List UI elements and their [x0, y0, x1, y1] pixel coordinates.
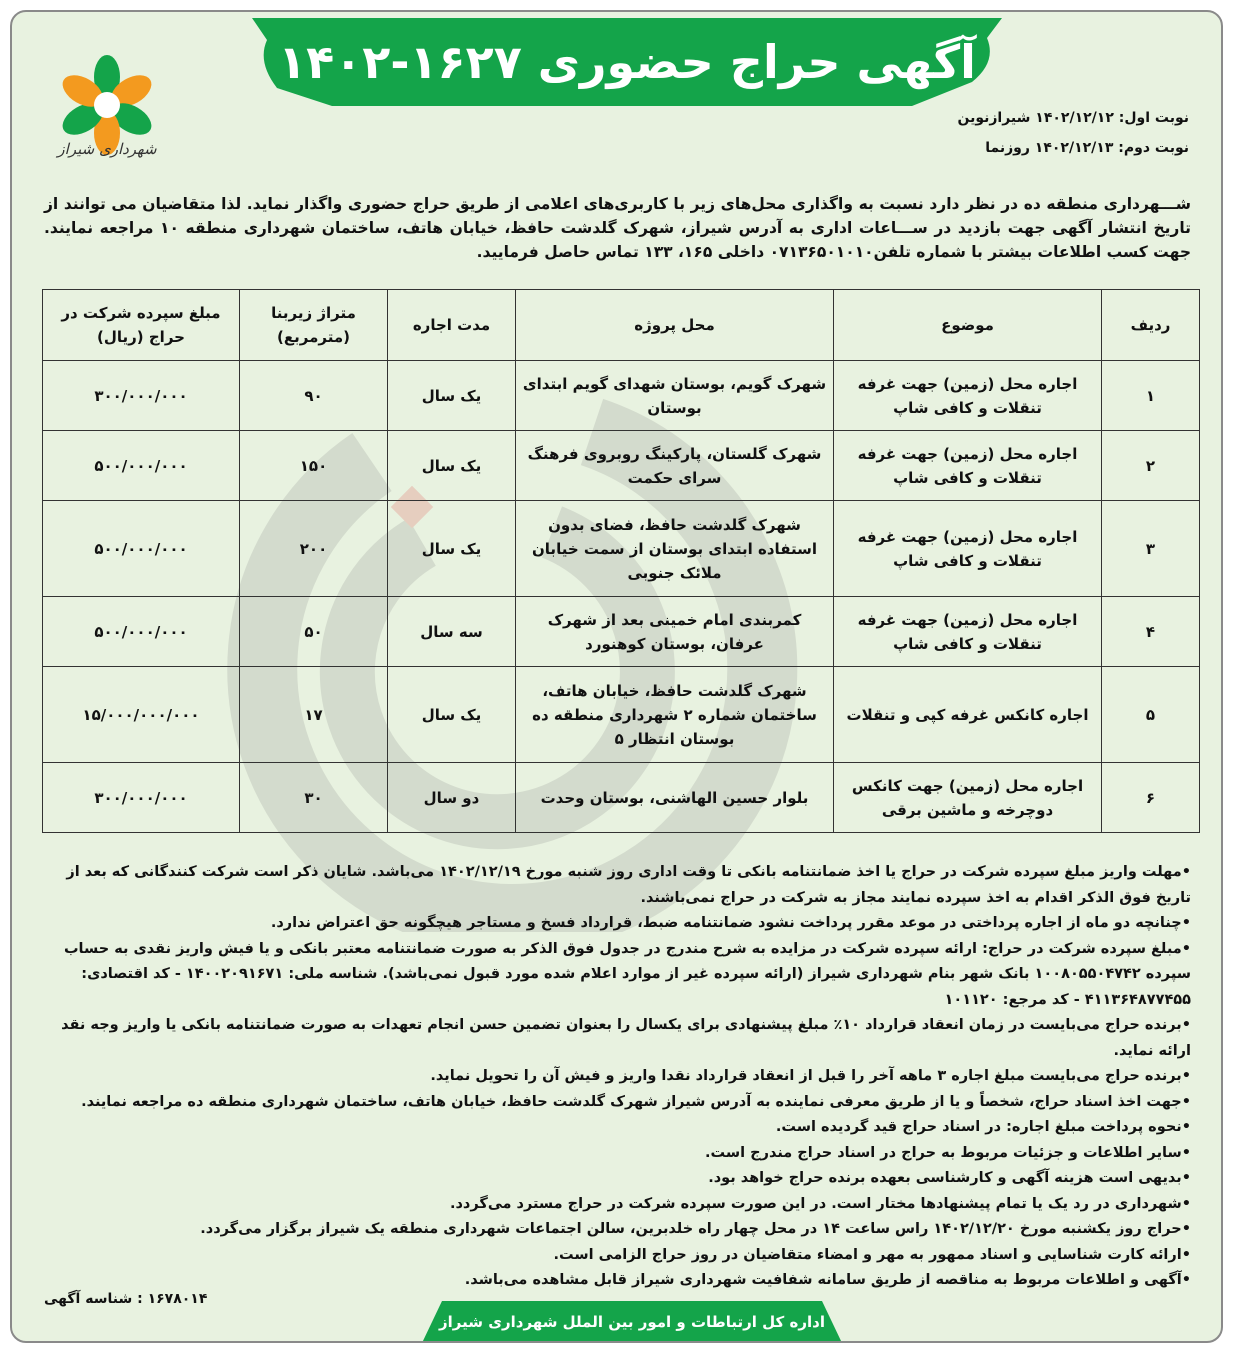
- cell-modat: یک سال: [388, 501, 516, 597]
- header-mahal: محل پروژه: [516, 290, 834, 361]
- cell-metraj: ۳۰: [240, 763, 388, 833]
- logo-caption: شهرداری شیراز: [57, 140, 157, 158]
- note-item: •ارائه کارت شناسایی و اسناد ممهور به مهر و امضاء متقاضیان در روز حراج الزامی است.: [553, 1246, 1191, 1263]
- note-item: •شهرداری در رد یک یا تمام پیشنهادها مختار است. در این صورت سپرده شرکت در حراج مسترد می‌گردد.: [449, 1195, 1191, 1212]
- note-item: •آگهی و اطلاعات مربوط به مناقصه از طریق سامانه شفافیت شهرداری شیراز قابل مشاهده می‌باشد.: [464, 1272, 1191, 1288]
- table-row: [43, 501, 1200, 597]
- cell-mahal: کمربندی امام خمینی بعد از شهرک عرفان، بوستان کوهنورد: [516, 597, 834, 667]
- footer-text: اداره کل ارتباطات و امور بین الملل شهرداری شیراز: [439, 1313, 825, 1331]
- table-row: [43, 431, 1200, 501]
- nobat-first: نوبت اول: ۱۴۰۲/۱۲/۱۲ شیرازنوین: [957, 110, 1189, 126]
- header-radif: ردیف: [1102, 290, 1200, 361]
- cell-mablagh: ۵۰۰/۰۰۰/۰۰۰: [43, 431, 240, 501]
- cell-mahal: شهرک گلدشت حافظ، خیابان هاتف، ساختمان شماره ۲ شهرداری منطقه ده بوستان انتظار ۵: [516, 667, 834, 763]
- cell-modat: سه سال: [388, 597, 516, 667]
- cell-metraj: ۲۰۰: [240, 501, 388, 597]
- cell-metraj: ۹۰: [240, 361, 388, 431]
- table-row: [43, 361, 1200, 431]
- cell-mozoo: اجاره محل (زمین) جهت غرفه تنقلات و کافی شاپ: [834, 597, 1102, 667]
- cell-mozoo: اجاره محل (زمین) جهت غرفه تنقلات و کافی شاپ: [834, 431, 1102, 501]
- cell-modat: یک سال: [388, 431, 516, 501]
- cell-metraj: ۱۵۰: [240, 431, 388, 501]
- table-header-row: [43, 290, 1200, 361]
- cell-mahal: شهرک گویم، بوستان شهدای گویم ابتدای بوستان: [516, 361, 834, 431]
- cell-radif: ۲: [1102, 431, 1200, 501]
- table-row: [43, 667, 1200, 763]
- cell-mozoo: اجاره محل (زمین) جهت غرفه تنقلات و کافی شاپ: [834, 501, 1102, 597]
- cell-mozoo: اجاره محل (زمین) جهت غرفه تنقلات و کافی شاپ: [834, 361, 1102, 431]
- notes-list: [40, 860, 1191, 1294]
- cell-mablagh: ۵۰۰/۰۰۰/۰۰۰: [43, 501, 240, 597]
- cell-metraj: ۵۰: [240, 597, 388, 667]
- header-mablagh: مبلغ سپرده شرکت در حراج (ریال): [43, 290, 240, 361]
- table-row: [43, 597, 1200, 667]
- note-item: •بدیهی است هزینه آگهی و کارشناسی بعهده برنده حراج خواهد بود.: [708, 1170, 1191, 1186]
- note-item: •مبلغ سپرده شرکت در حراج: ارائه سپرده شرکت در مزایده به شرح مندرج در جدول فوق الذکر به صورت ضمانتنامه معتبر بانکی و یا فیش واریز نقدی به حساب سپرده ۱۰۰۸۰۵۵۰۴۷۴۲ بانک شهر بنام شهرداری شیراز (ارائه سپرده غیر از موارد اعلام شده مورد قبول نمی‌باشد). شناسه ملی: ۱۴۰۰۲۰۹۱۶۷۱ - کد اقتصادی: ۴۱۱۳۶۴۸۷۷۴۵۵ - کد مرجع: ۱۰۱۱۲۰: [63, 940, 1191, 1008]
- ad-id: ۱۶۷۸۰۱۴ : شناسه آگهی: [44, 1291, 208, 1307]
- note-item: •برنده حراج می‌بایست در زمان انعقاد قرارداد ۱۰٪ مبلغ پیشنهادی برای یکسال را بعنوان تضمین حسن انجام تعهدات به صورت ضمانتنامه بانکی یا واریز وجه نقد ارائه نماید.: [61, 1017, 1191, 1059]
- note-item: •نحوه پرداخت مبلغ اجاره: در اسناد حراج قید گردیده است.: [775, 1119, 1191, 1135]
- cell-mablagh: ۱۵/۰۰۰/۰۰۰/۰۰۰: [43, 667, 240, 763]
- cell-mablagh: ۵۰۰/۰۰۰/۰۰۰: [43, 597, 240, 667]
- nobat-second: نوبت دوم: ۱۴۰۲/۱۲/۱۳ روزنما: [985, 140, 1189, 156]
- table-row: [43, 763, 1200, 833]
- cell-mahal: شهرک گلستان، پارکینگ روبروی فرهنگ سرای حکمت: [516, 431, 834, 501]
- ad-frame: [10, 10, 1223, 1343]
- cell-mozoo: اجاره محل (زمین) جهت کانکس دوچرخه و ماشین برقی: [834, 763, 1102, 833]
- note-item: •مهلت واریز مبلغ سپرده شرکت در حراج یا اخذ ضمانتنامه بانکی تا وقت اداری روز شنبه مورخ ۱۴۰۲/۱۲/۱۹ می‌باشد. شایان ذکر است شرکت کنندگانی که بعد از تاریخ فوق الذکر اقدام به اخذ سپرده نمایند مجاز به شرکت در حراج نمی‌باشند.: [66, 864, 1191, 906]
- cell-mahal: شهرک گلدشت حافظ، فضای بدون استفاده ابتدای بوستان از سمت خیابان ملائک جنوبی: [516, 501, 834, 597]
- note-item: •حراج روز یکشنبه مورخ ۱۴۰۲/۱۲/۲۰ راس ساعت ۱۴ در محل چهار راه خلدبرین، سالن اجتماعات شهرداری منطقه یک شیراز برگزار می‌گردد.: [200, 1221, 1191, 1237]
- page-title: آگهی حراج حضوری ۱۶۲۷-۱۴۰۲: [278, 35, 976, 89]
- cell-radif: ۳: [1102, 501, 1200, 597]
- cell-radif: ۶: [1102, 763, 1200, 833]
- header-mozoo: موضوع: [834, 290, 1102, 361]
- cell-modat: یک سال: [388, 361, 516, 431]
- auction-table: [42, 289, 1200, 833]
- intro-paragraph: شـــهرداری منطقه ده در نظر دارد نسبت به واگذاری محل‌های زیر با کاربری‌های اعلامی از طریق حراج حضوری واگذار نماید. لذا متقاضیان می توانند از تاریخ انتشار آگهی جهت بازدید در ســـاعات اداری به آدرس شیراز، شهرک گلدشت حافظ، خیابان هاتف، ساختمان شهرداری منطقه ۱۰ مراجعه نمایند. جهت کسب اطلاعات بیشتر با شماره تلفن۰۷۱۳۶۵۰۱۰۱۰ داخلی ۱۶۵، ۱۳۳ تماس حاصل فرمایید.: [44, 195, 1191, 261]
- cell-metraj: ۱۷: [240, 667, 388, 763]
- note-item: •برنده حراج می‌بایست مبلغ اجاره ۳ ماهه آخر را قبل از انعقاد قرارداد نقدا واریز و فیش آن را تحویل نماید.: [430, 1068, 1191, 1084]
- note-item: •جهت اخذ اسناد حراج، شخصاً و یا از طریق معرفی نماینده به آدرس شیراز شهرک گلدشت حافظ، خیابان هاتف، ساختمان شهرداری منطقه ده مراجعه نمایند.: [81, 1093, 1191, 1110]
- cell-mablagh: ۳۰۰/۰۰۰/۰۰۰: [43, 763, 240, 833]
- cell-mablagh: ۳۰۰/۰۰۰/۰۰۰: [43, 361, 240, 431]
- cell-modat: دو سال: [388, 763, 516, 833]
- note-item: •چنانچه دو ماه از اجاره پرداختی در موعد مقرر پرداخت نشود ضمانتنامه ضبط، قرارداد فسخ و مستاجر هیچگونه حق اعتراض ندارد.: [270, 915, 1191, 931]
- cell-radif: ۵: [1102, 667, 1200, 763]
- note-item: •سایر اطلاعات و جزئیات مربوط به حراج در اسناد حراج مندرج است.: [705, 1144, 1191, 1161]
- cell-radif: ۱: [1102, 361, 1200, 431]
- header-modat: مدت اجاره: [388, 290, 516, 361]
- cell-radif: ۴: [1102, 597, 1200, 667]
- cell-mozoo: اجاره کانکس غرفه کپی و تنقلات: [834, 667, 1102, 763]
- header-metraj: متراژ زیربنا (مترمربع): [240, 290, 388, 361]
- cell-mahal: بلوار حسین الهاشنی، بوستان وحدت: [516, 763, 834, 833]
- cell-modat: یک سال: [388, 667, 516, 763]
